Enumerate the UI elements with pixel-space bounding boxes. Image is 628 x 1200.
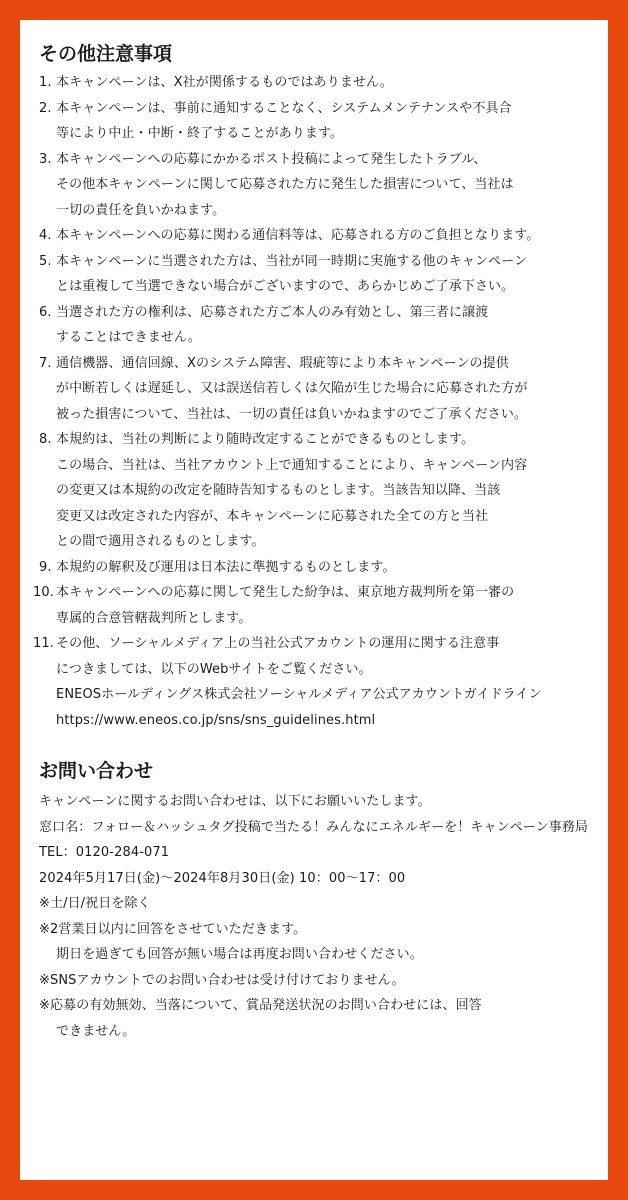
note-line: 本規約の解釈及び運用は日本法に準拠するものとします。 xyxy=(56,559,396,575)
note-line: 被った損害について、当社は、一切の責任は負いかねますのでご了承ください。 xyxy=(56,406,528,422)
note-item-2 xyxy=(39,96,594,147)
contact-title: お問い合わせ xyxy=(39,760,154,782)
contact-office: 窓口名：フォロー＆ハッシュタグ投稿で当たる！みんなにエネルギーを！キャンペーン事務局 xyxy=(39,819,589,835)
note-line: 本規約は、当社の判断により随時改定することができるものとします。 xyxy=(56,432,475,447)
note-line: とは重複して当選できない場合がございますので、あらかじめご了承下さい。 xyxy=(56,279,515,294)
note-line: 一切の責任を負いかねます。 xyxy=(56,202,226,218)
contact-note-reply-cont: 期日を過ぎても回答が無い場合は再度お問い合わせください。 xyxy=(56,947,423,962)
note-line: 変更又は改定された内容が、本キャンペーンに応募された全ての方と当社 xyxy=(56,508,489,524)
note-line: その他、ソーシャルメディア上の当社公式アカウントの運用に関する注意事 xyxy=(56,636,500,651)
note-number: 11. xyxy=(33,636,54,651)
note-number: 3. xyxy=(39,151,52,167)
note-line: につきましては、以下のWebサイトをご覧ください。 xyxy=(56,661,372,677)
note-number: 4. xyxy=(39,228,52,243)
note-number: 2. xyxy=(39,100,52,116)
note-line: の変更又は本規約の改定を随時告知するものとします。当該告知以降、当該 xyxy=(56,483,501,498)
notes-list xyxy=(33,70,594,733)
note-line: 等により中止・中断・終了することがあります。 xyxy=(56,126,344,141)
note-item-1 xyxy=(39,70,594,96)
note-item-7 xyxy=(39,351,594,428)
note-line: この場合、当社は、当社アカウント上で通知することにより、キャンペーン内容 xyxy=(56,457,528,473)
note-number: 1. xyxy=(39,75,52,90)
note-item-5 xyxy=(39,249,594,300)
note-line: が中断若しくは遅延し、又は誤送信若しくは欠陥が生じた場合に応募された方が xyxy=(56,381,528,396)
note-line: 通信機器、通信回線、Xのシステム障害、瑕疵等により本キャンペーンの提供 xyxy=(56,355,509,371)
note-number: 6. xyxy=(39,304,52,320)
note-line: することはできません。 xyxy=(56,330,201,345)
note-line: 本キャンペーンは、X社が関係するものではありません。 xyxy=(56,75,394,90)
note-number: 7. xyxy=(39,355,52,371)
contact-note-holidays: ※土/日/祝日を除く xyxy=(39,896,151,911)
note-item-8 xyxy=(39,427,594,555)
contact-period: 2024年5月17日(金)〜2024年8月30日(金) 10：00〜17：00 xyxy=(39,870,406,886)
note-item-3 xyxy=(39,147,594,224)
notes-title: その他注意事項 xyxy=(39,43,173,65)
contact-note-results: ※応募の有効無効、当落について、賞品発送状況のお問い合わせには、回答 xyxy=(39,998,482,1013)
note-item-6 xyxy=(39,300,594,351)
contact-intro: キャンペーンに関するお問い合わせは、以下にお願いいたします。 xyxy=(39,794,431,809)
guideline-title: ENEOSホールディングス株式会社ソーシャルメディア公式アカウントガイドライン xyxy=(56,687,542,702)
note-line: 本キャンペーンへの応募にかかるポスト投稿によって発生したトラブル、 xyxy=(56,151,487,167)
note-line: 本キャンペーンへの応募に関して発生した紛争は、東京地方裁判所を第一審の xyxy=(56,585,515,600)
note-line: 当選された方の権利は、応募された方ご本人のみ有効とし、第三者に譲渡 xyxy=(56,304,489,320)
note-number: 8. xyxy=(39,432,52,447)
guideline-url: https://www.eneos.co.jp/sns/sns_guidelines.html xyxy=(56,712,376,728)
note-item-11 xyxy=(33,631,594,733)
note-item-10 xyxy=(33,580,594,631)
note-number: 9. xyxy=(39,559,52,575)
note-line: 本キャンペーンは、事前に通知することなく、システムメンテナンスや不具合 xyxy=(56,100,512,116)
contact-section xyxy=(39,789,594,1044)
note-number: 10. xyxy=(33,585,54,600)
note-line: との間で適用されるものとします。 xyxy=(56,534,265,549)
contact-note-sns: ※SNSアカウントでのお問い合わせは受け付けておりません。 xyxy=(39,972,405,988)
contact-note-reply: ※2営業日以内に回答をさせていただきます。 xyxy=(39,921,307,937)
contact-note-results-cont: できません。 xyxy=(56,1023,136,1039)
terms-panel xyxy=(20,20,608,1180)
note-number: 5. xyxy=(39,253,52,269)
note-line: 本キャンペーンへの応募に関わる通信料等は、応募される方のご負担となります。 xyxy=(56,228,540,243)
contact-tel: TEL：0120-284-071 xyxy=(39,845,170,860)
note-line: 専属的合意管轄裁判所とします。 xyxy=(56,610,252,626)
note-item-4 xyxy=(39,223,594,249)
note-item-9 xyxy=(39,555,594,581)
note-line: 本キャンペーンに当選された方は、当社が同一時期に実施する他のキャンペーン xyxy=(56,253,528,269)
note-line: その他本キャンペーンに関して応募された方に発生した損害について、当社は xyxy=(56,177,514,192)
